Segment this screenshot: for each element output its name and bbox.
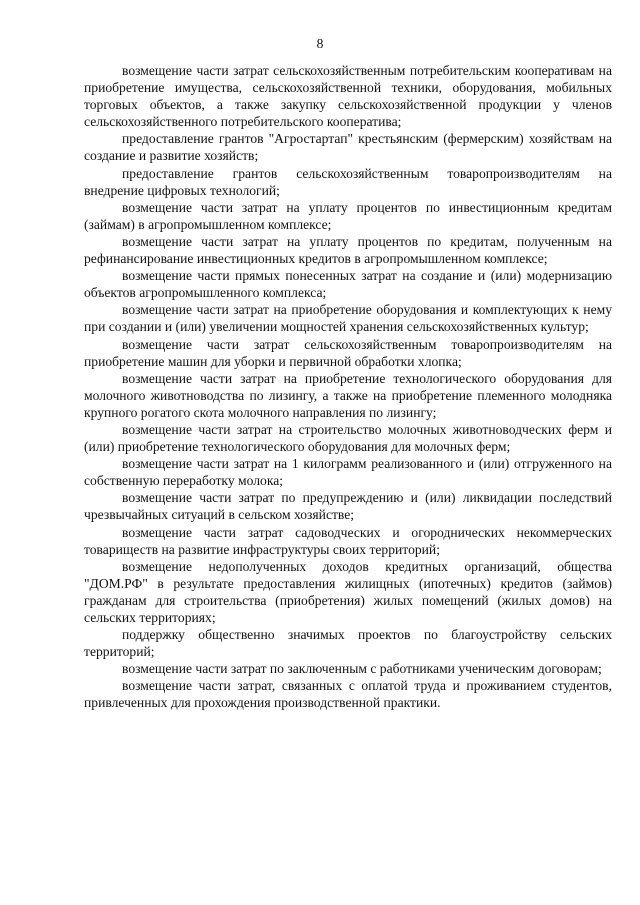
paragraph-cotton-machines: возмещение части затрат сельскохозяйственным товаропроизводителям на приобретение машин для уборки и первичной обработки хлопка; <box>84 336 612 369</box>
paragraph-apprenticeship: возмещение части затрат по заключенным с работниками ученическим договорам; <box>122 661 602 677</box>
paragraph-agrostartup-grants: предоставление грантов "Агростартап" крестьянским (фермерским) хозяйствам на создание и развитие хозяйств; <box>84 131 612 164</box>
paragraph-public-projects: поддержку общественно значимых проектов по благоустройству сельских территорий; <box>84 627 612 660</box>
paragraph-dairy-farms: возмещение части затрат на строительство молочных животноводческих ферм и (или) приобретение технологического оборудования для молочных ферм; <box>84 421 612 455</box>
paragraph-garden-partnerships: возмещение части затрат садоводческих и огороднических некоммерческих товариществ на развитие инфраструктуры своих территорий; <box>84 524 612 557</box>
paragraph-student-practice: возмещение части затрат, связанных с оплатой труда и проживанием студентов, привлеченных для прохождения производственной практики. <box>84 678 612 711</box>
paragraph-investment-interest: возмещение части затрат на уплату процентов по инвестиционным кредитам (займам) в агропромышленном комплексе; <box>84 199 612 232</box>
paragraph-cooperatives: возмещение части затрат сельскохозяйственным потребительским кооперативам на приобретение имущества, сельскохозяйственной техники, оборудования, мобильных торговых объектов, а также закупку сельскохозяйственной продукции у членов сельскохозяйственного потребительского кооператива; <box>84 63 612 130</box>
document-body <box>84 62 612 712</box>
paragraph-milk-per-kg: возмещение части затрат на 1 килограмм реализованного и (или) отгруженного на собственную переработку молока; <box>84 456 612 489</box>
paragraph-direct-costs: возмещение части прямых понесенных затрат на создание и (или) модернизацию объектов агропромышленного комплекса; <box>84 268 612 301</box>
paragraph-refinancing-interest: возмещение части затрат на уплату процентов по кредитам, полученным на рефинансирование инвестиционных кредитов в агропромышленном комплексе; <box>84 233 612 267</box>
paragraph-dairy-leasing: возмещение части затрат на приобретение технологического оборудования для молочного животноводства по лизингу, а также на приобретение племенного молодняка крупного рогатого скота молочного направления по лизингу; <box>84 370 612 420</box>
paragraph-mortgage-income: возмещение недополученных доходов кредитных организаций, общества "ДОМ.РФ" в результате предоставления жилищных (ипотечных) кредитов (займов) гражданам для строительства (приобретения) жилых помещений (жилых домов) на сельских территориях; <box>84 558 612 625</box>
paragraph-digital-grants: предоставление грантов сельскохозяйственным товаропроизводителям на внедрение цифровых технологий; <box>84 165 612 198</box>
paragraph-emergencies: возмещение части затрат по предупреждению и (или) ликвидации последствий чрезвычайных ситуаций в сельском хозяйстве; <box>84 490 612 523</box>
page-number: 8 <box>316 36 324 51</box>
paragraph-storage-equipment: возмещение части затрат на приобретение оборудования и комплектующих к нему при создании и (или) увеличении мощностей хранения сельскохозяйственных культур; <box>84 302 612 335</box>
